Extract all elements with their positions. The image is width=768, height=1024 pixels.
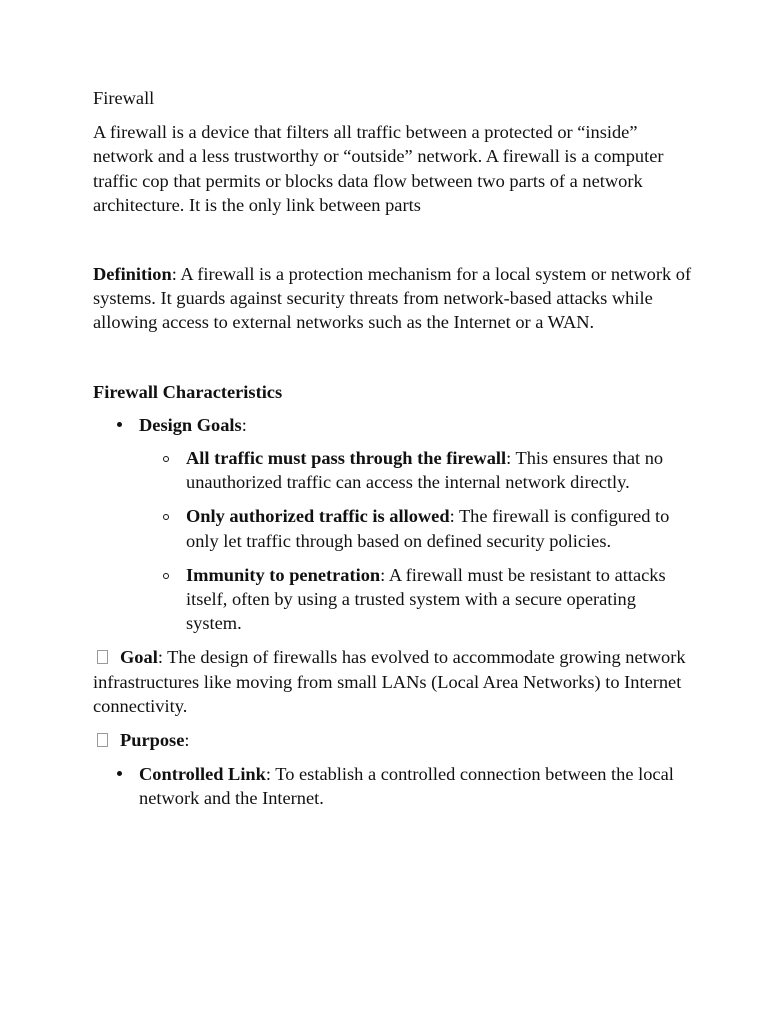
document-title: Firewall <box>93 88 155 108</box>
design-goal-text: : This ensures that no unauthorized traffic can access the internal network directly. <box>186 448 664 493</box>
missing-glyph-icon <box>97 650 108 664</box>
goal-term: Goal <box>120 647 158 668</box>
definition-paragraph <box>93 262 693 335</box>
missing-glyph-icon <box>97 733 108 747</box>
goal-paragraph <box>93 645 693 718</box>
intro-paragraph: A firewall is a device that filters all traffic between a protected or “inside” network and a less trustworthy or “outside” network. A firewall is a computer traffic cop that permits or blocks data flow between two parts of a network architecture. It is the only link between parts <box>93 122 664 215</box>
controlled-link-bullet <box>93 762 693 810</box>
characteristics-heading: Firewall Characteristics <box>93 381 283 402</box>
bullet-circle-icon <box>163 456 169 462</box>
design-goal-text: : A firewall must be resistant to attacks itself, often by using a trusted system with a secure operating system. <box>186 564 666 634</box>
goal-text: : The design of firewalls has evolved to accommodate growing network infrastructures like moving from small LANs (Local Area Networks) to Internet connectivity. <box>93 647 686 716</box>
design-goal-term: All traffic must pass through the firewall <box>186 448 507 469</box>
purpose-suffix: : <box>184 730 190 751</box>
design-goal-term: Only authorized traffic is allowed <box>186 506 450 527</box>
purpose-term: Purpose <box>120 730 185 751</box>
bullet-dot-icon <box>117 771 122 776</box>
design-goals-bullet <box>93 413 693 437</box>
controlled-link-text: : To establish a controlled connection between the local network and the Internet. <box>139 764 674 809</box>
bullet-circle-icon <box>163 514 169 520</box>
controlled-link-term: Controlled Link <box>139 764 266 785</box>
design-goal-term: Immunity to penetration <box>186 564 381 585</box>
design-goals-term: Design Goals <box>139 414 242 435</box>
definition-term: Definition <box>93 264 172 285</box>
purpose-paragraph <box>93 728 693 752</box>
design-goal-item <box>93 563 693 636</box>
design-goal-item <box>93 504 693 552</box>
document-page <box>93 86 693 820</box>
bullet-dot-icon <box>117 422 122 427</box>
design-goal-text: : The firewall is configured to only let traffic through based on defined security policies. <box>186 506 670 551</box>
design-goal-item <box>93 446 693 494</box>
definition-text: : A firewall is a protection mechanism for a local system or network of systems. It guards against security threats from network-based attacks while allowing access to external networks such as the Internet or a WAN. <box>93 264 692 333</box>
design-goals-suffix: : <box>241 414 247 435</box>
bullet-circle-icon <box>163 573 169 579</box>
